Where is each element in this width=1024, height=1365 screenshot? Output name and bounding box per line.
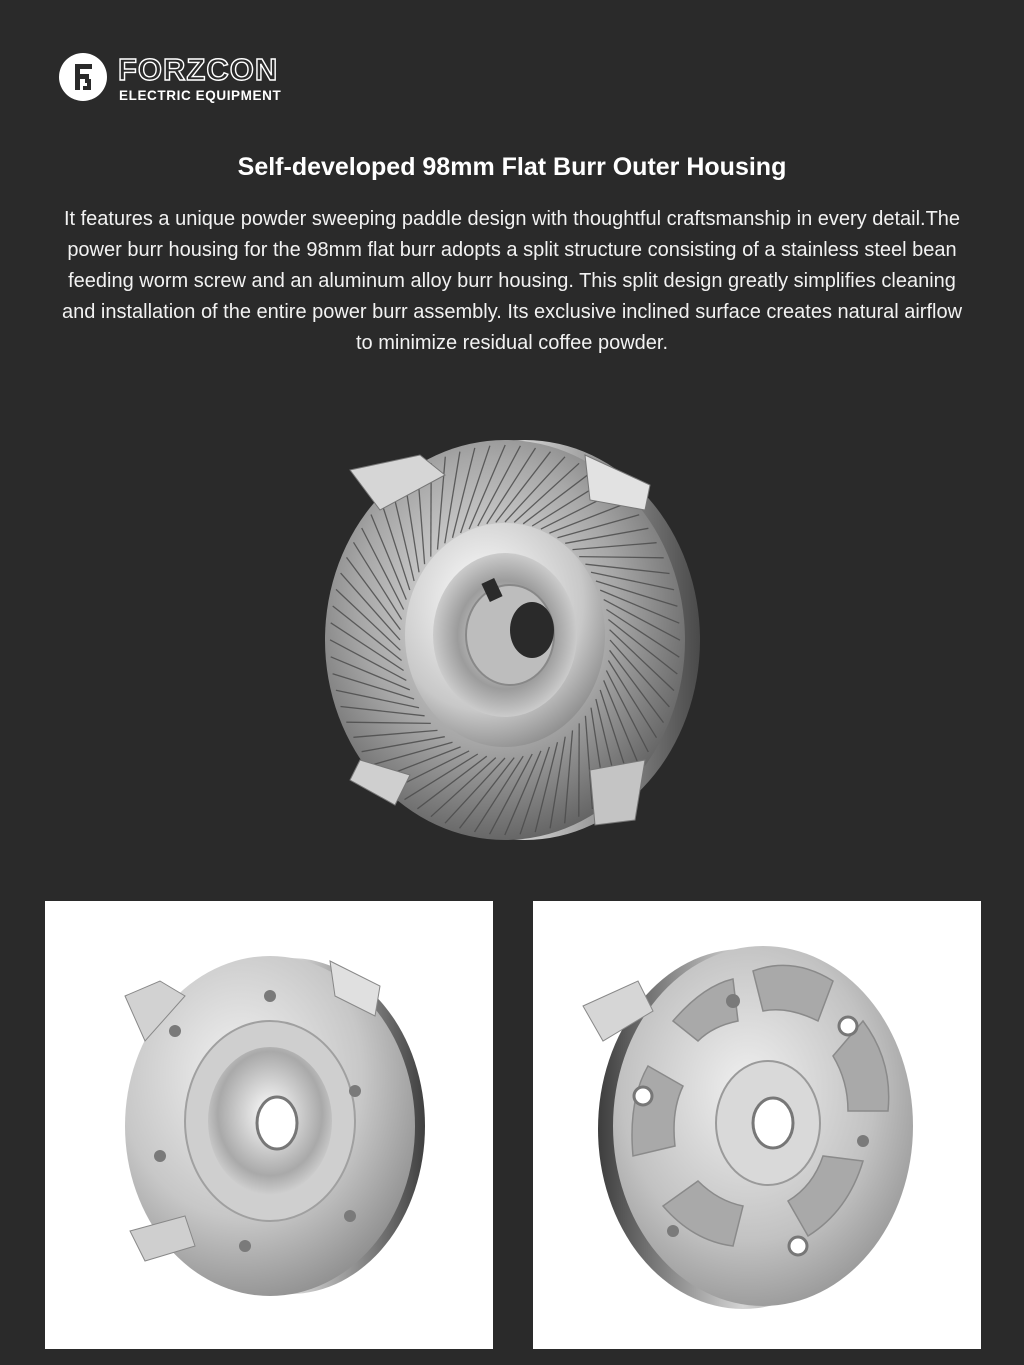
brand-logo <box>58 52 318 106</box>
product-description: It features a unique powder sweeping paddle design with thoughtful craftsmanship in every detail.The power burr housing for the 98mm flat burr adopts a split structure consisting of a stainless steel bean feeding worm screw and an aluminum alloy burr housing. This split design greatly simplifies cleaning and installation of the entire power burr assembly. Its exclusive inclined surface creates natural airflow to minimize residual coffee powder. <box>61 208 963 354</box>
product-photo-front <box>45 901 493 1349</box>
burr-assembly-image <box>300 430 720 860</box>
brand-tagline: ELECTRIC EQUIPMENT <box>119 88 282 103</box>
product-photo-rear <box>533 901 981 1349</box>
forzcon-logo-icon <box>58 52 108 102</box>
burr-housing-rear-image <box>533 901 981 1349</box>
brand-name: FORZCON <box>118 52 279 87</box>
burr-housing-front-image <box>45 901 493 1349</box>
page-title: Self-developed 98mm Flat Burr Outer Housing <box>237 153 787 181</box>
